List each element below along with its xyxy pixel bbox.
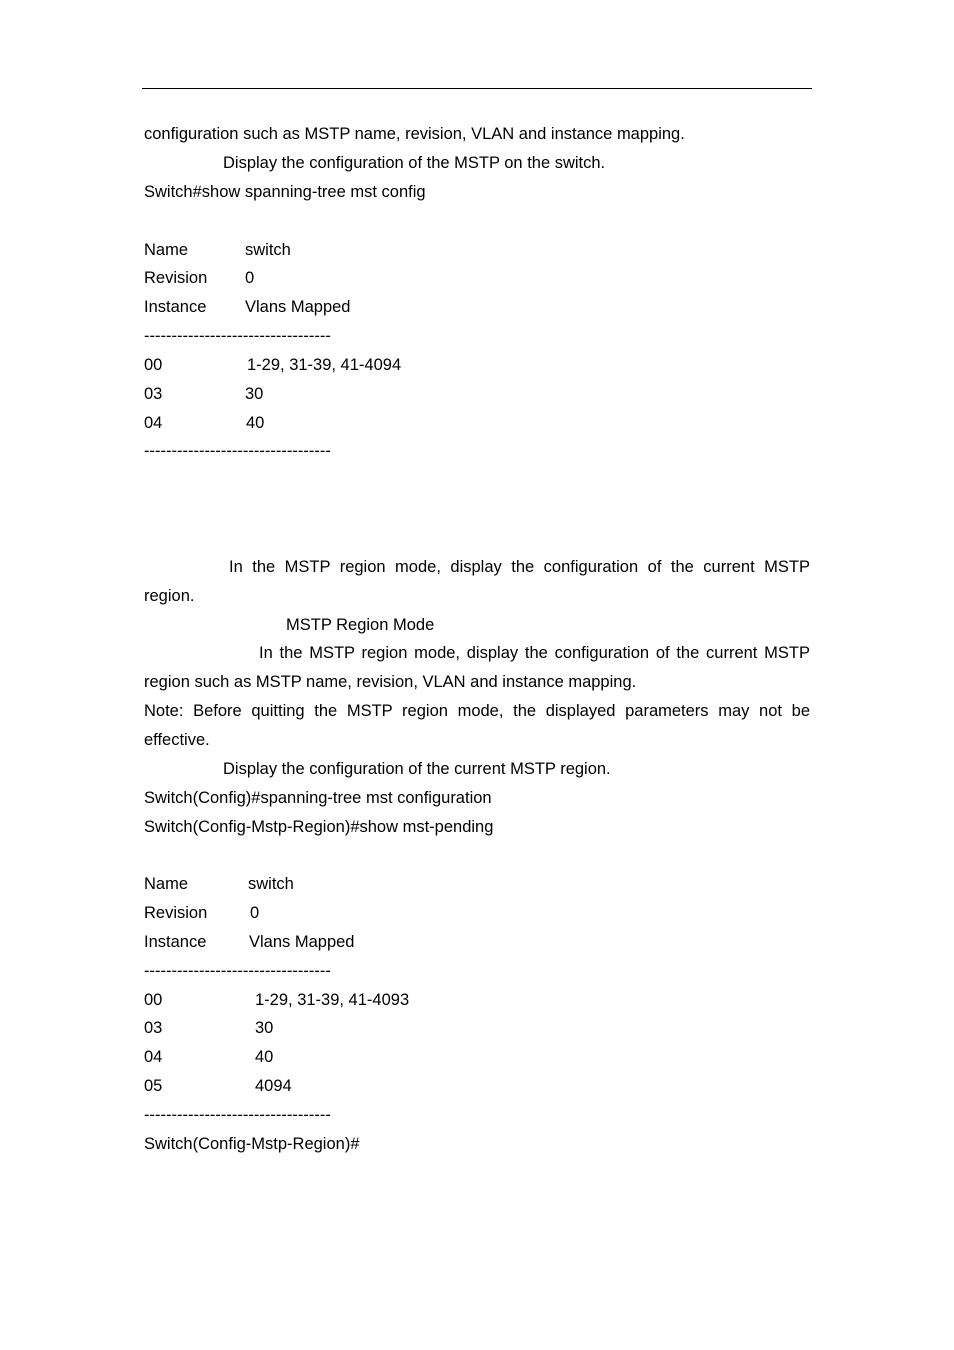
output-value-revision: 0 [245, 269, 255, 287]
output-label-revision: Revision [144, 904, 208, 922]
table-cell-vlans: 1-29, 31-39, 41-4093 [255, 991, 410, 1009]
output-header-instance: Instance [144, 933, 207, 951]
command-line: Switch(Config)#spanning-tree mst configuration [144, 789, 492, 807]
table-cell-instance: 04 [144, 1048, 163, 1066]
command-mode: MSTP Region Mode [286, 616, 435, 634]
table-cell-vlans: 30 [255, 1019, 274, 1037]
table-cell-vlans: 1-29, 31-39, 41-4094 [247, 356, 402, 374]
command-line: Switch#show spanning-tree mst config [144, 183, 426, 201]
output-separator: ---------------------------------- [144, 327, 331, 345]
example-description: Display the configuration of the current MSTP region. [223, 760, 611, 778]
output-label-name: Name [144, 875, 189, 893]
output-header-vlans: Vlans Mapped [249, 933, 355, 951]
table-cell-instance: 05 [144, 1077, 163, 1095]
output-value-name: switch [248, 875, 294, 893]
output-value-name: switch [245, 241, 291, 259]
output-header-instance: Instance [144, 298, 207, 316]
header-rule [142, 88, 812, 89]
table-cell-vlans: 4094 [255, 1077, 292, 1095]
table-cell-instance: 03 [144, 385, 163, 403]
table-cell-vlans: 40 [255, 1048, 274, 1066]
output-label-revision: Revision [144, 269, 208, 287]
note-paragraph: Note: Before quitting the MSTP region mode, the displayed parameters may not be effective. [144, 702, 810, 749]
table-cell-vlans: 40 [246, 414, 265, 432]
output-value-revision: 0 [250, 904, 260, 922]
output-separator: ---------------------------------- [144, 962, 331, 980]
output-separator: ---------------------------------- [144, 442, 331, 460]
table-cell-instance: 04 [144, 414, 163, 432]
table-cell-instance: 00 [144, 356, 163, 374]
command-prompt: Switch(Config-Mstp-Region)# [144, 1135, 360, 1153]
table-cell-instance: 03 [144, 1019, 163, 1037]
table-cell-vlans: 30 [245, 385, 264, 403]
command-line: Switch(Config-Mstp-Region)#show mst-pending [144, 818, 494, 836]
output-separator: ---------------------------------- [144, 1106, 331, 1124]
example-description: Display the configuration of the MSTP on the switch. [223, 154, 606, 172]
usage-guide-paragraph: In the MSTP region mode, display the configuration of the current MSTP region such as MSTP name, revision, VLAN and instance mapping. [144, 644, 810, 691]
intro-text: configuration such as MSTP name, revision, VLAN and instance mapping. [144, 125, 685, 143]
table-cell-instance: 00 [144, 991, 163, 1009]
function-paragraph: In the MSTP region mode, display the configuration of the current MSTP region. [144, 558, 810, 605]
output-label-name: Name [144, 241, 189, 259]
output-header-vlans: Vlans Mapped [245, 298, 351, 316]
